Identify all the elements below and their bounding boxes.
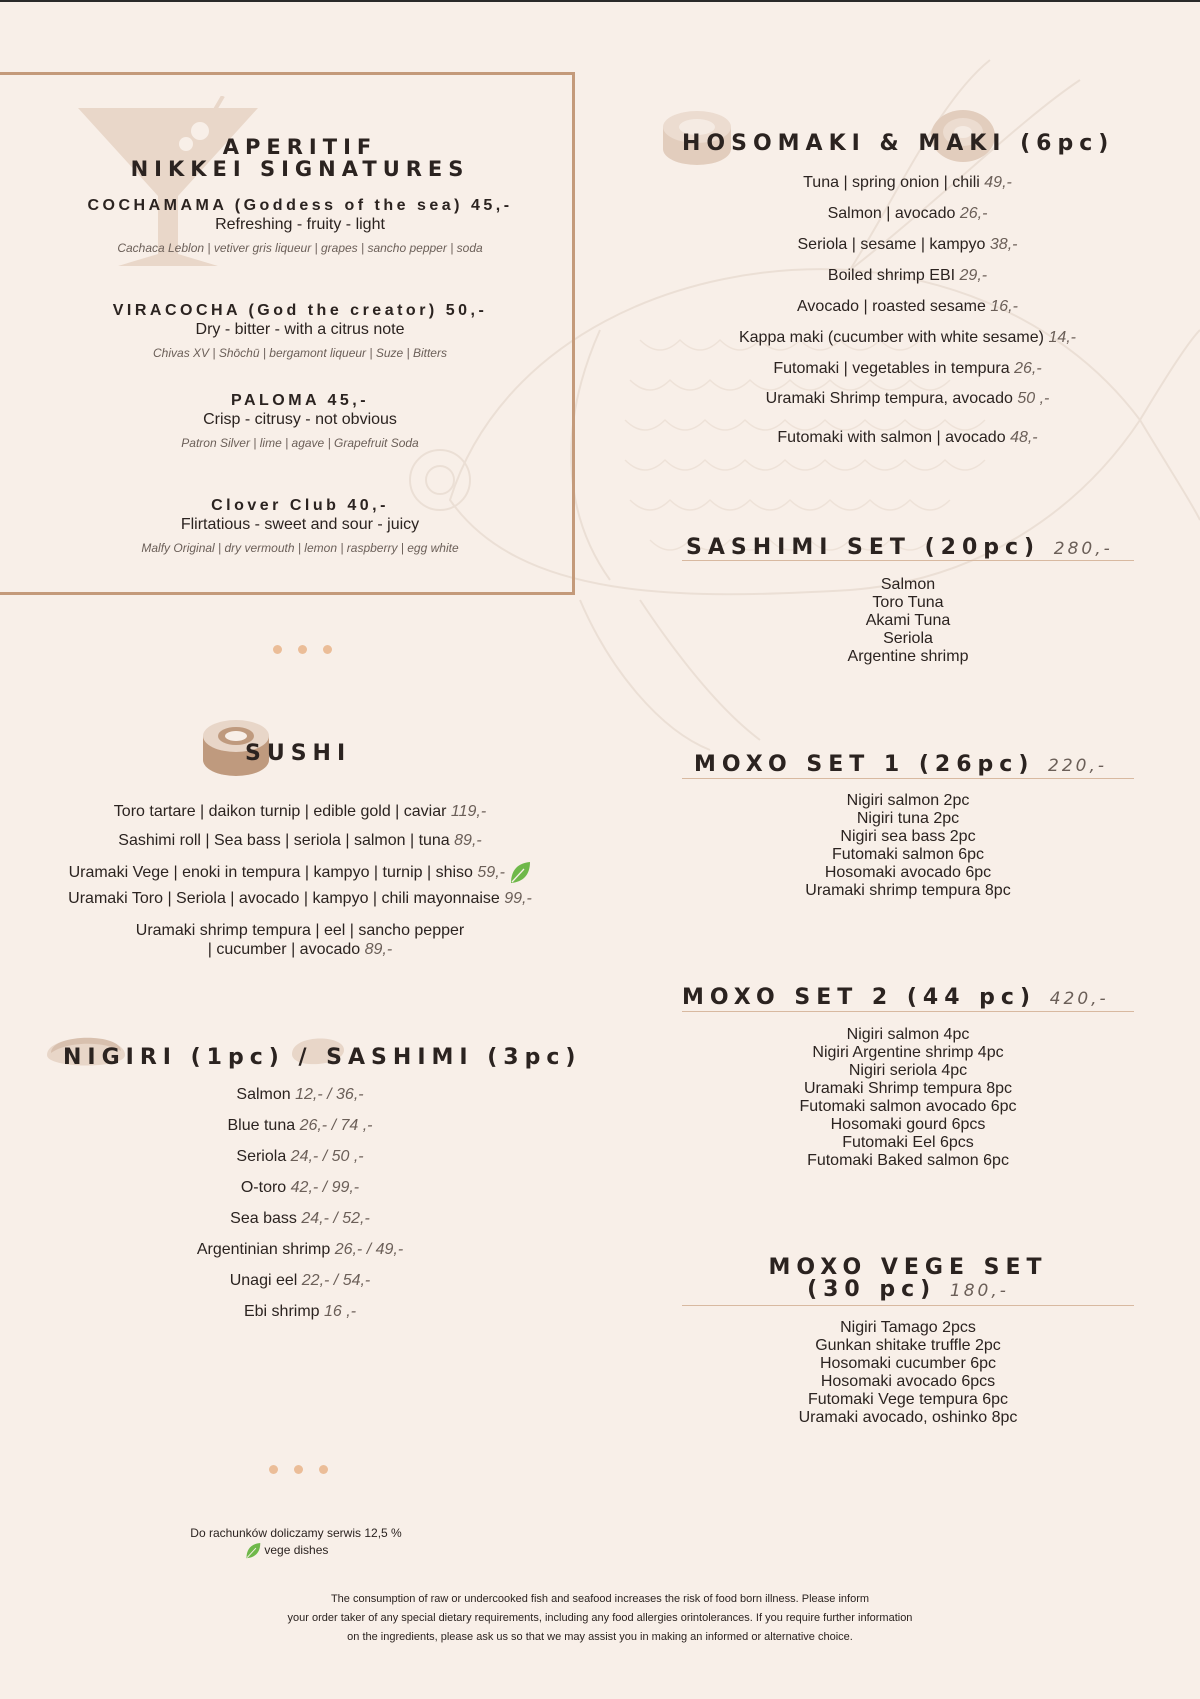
vege-leaf-icon [245, 1542, 261, 1560]
set-item: Futomaki Baked salmon 6pc [807, 1152, 1009, 1169]
set-item: Futomaki salmon avocado 6pc [799, 1098, 1017, 1115]
cocktail-description: Refreshing - fruity - light [215, 216, 385, 233]
menu-item [660, 236, 1155, 267]
item-price: 89,- [364, 941, 393, 958]
sushi-list [0, 803, 600, 960]
menu-item [0, 1179, 600, 1210]
hosomaki-section-title: HOSOMAKI & MAKI (6pc) [682, 131, 1115, 156]
item-price: 26,- [959, 205, 988, 222]
separator-dots [269, 1465, 328, 1474]
set-item: Hosomaki gourd 6pcs [830, 1116, 986, 1133]
item-price: 14,- [1048, 329, 1077, 346]
menu-item [0, 1241, 600, 1272]
moxo-set1-title [694, 752, 1107, 777]
moxo-vege-subtitle [682, 1277, 1134, 1302]
item-price: 119,- [450, 803, 487, 820]
item-name: Ebi shrimp [243, 1303, 320, 1320]
cocktail-ingredients: Malfy Original | dry vermouth | lemon | raspberry | egg white [141, 541, 459, 555]
item-price: 49,- [984, 174, 1012, 191]
vege-legend [245, 1542, 328, 1560]
hosomaki-list [660, 174, 1155, 460]
menu-item [0, 922, 600, 941]
set-name: MOXO SET 2 (44 pc) [682, 985, 1037, 1010]
menu-item [660, 174, 1155, 205]
item-name: Seriola | sesame | kampyo [797, 236, 986, 253]
cocktail-item [0, 392, 600, 450]
item-name: Seriola [236, 1148, 287, 1165]
menu-item [660, 390, 1155, 429]
divider-line [682, 1011, 1134, 1012]
set-item: Uramaki Shrimp tempura 8pc [803, 1080, 1013, 1097]
item-price: 16,- [990, 298, 1018, 315]
set-item: Hosomaki avocado 6pcs [820, 1373, 996, 1390]
set-item: Nigiri seriola 4pc [848, 1062, 968, 1079]
set-item: Nigiri tuna 2pc [856, 810, 960, 827]
menu-item [0, 890, 600, 922]
sashimi-set-list [682, 576, 1134, 666]
sashimi-set-title [686, 535, 1113, 560]
cocktail-name: PALOMA 45,- [230, 392, 370, 409]
set-item: Uramaki shrimp tempura 8pc [805, 882, 1011, 899]
set-item: Gunkan shitake truffle 2pc [815, 1337, 1001, 1354]
menu-item [0, 832, 600, 861]
menu-item [0, 1117, 600, 1148]
cocktail-ingredients: Patron Silver | lime | agave | Grapefruit Soda [181, 436, 419, 450]
item-price: 26,- [1014, 360, 1042, 377]
item-name: Blue tuna [227, 1117, 296, 1134]
item-price: 42,- / 99,- [290, 1179, 360, 1196]
item-name: Salmon | avocado [827, 205, 956, 222]
set-item: Futomaki Vege tempura 6pc [807, 1391, 1009, 1408]
menu-item [660, 429, 1155, 460]
disclaimer-line: your order taker of any special dietary requirements, including any food allergies orintolerances. If you require further information [287, 1612, 913, 1624]
top-border-line [0, 0, 1200, 2]
cocktail-description: Dry - bitter - with a citrus note [195, 321, 405, 338]
item-price: 50 ,- [1017, 390, 1050, 407]
separator-dots [273, 645, 332, 654]
menu-item [0, 1086, 600, 1117]
cocktail-ingredients: Chivas XV | Shōchū | bergamont liqueur | Suze | Bitters [153, 346, 447, 360]
item-name: Futomaki with salmon | avocado [777, 429, 1006, 446]
cocktail-item [0, 302, 600, 360]
menu-item [0, 1210, 600, 1241]
set-item: Nigiri salmon 4pc [846, 1026, 970, 1043]
cocktail-item [0, 497, 600, 555]
set-item: Argentine shrimp [847, 648, 969, 665]
item-name: Tuna | spring onion | chili [803, 174, 980, 191]
item-name: Futomaki | vegetables in tempura [773, 360, 1010, 377]
item-price: 24,- / 50 ,- [290, 1148, 364, 1165]
aperitif-title: APERITIF [222, 135, 378, 159]
menu-item [0, 1272, 600, 1303]
cocktail-item [0, 197, 600, 255]
item-price: 22,- / 54,- [301, 1272, 371, 1289]
set-item: Futomaki Eel 6pcs [842, 1134, 974, 1151]
item-name: | cucumber | avocado [207, 941, 361, 958]
item-name: Toro tartare | daikon turnip | edible gold | caviar [113, 803, 447, 820]
set-item: Uramaki avocado, oshinko 8pc [798, 1409, 1018, 1426]
set-price: 420,- [1049, 989, 1109, 1009]
cocktail-name: COCHAMAMA (Goddess of the sea) 45,- [87, 197, 513, 214]
menu-item [0, 861, 600, 890]
cocktail-ingredients: Cachaca Leblon | vetiver gris liqueur | grapes | sancho pepper | soda [117, 241, 483, 255]
item-name: Uramaki Vege | enoki in tempura | kampyo | turnip | shiso [68, 864, 473, 882]
aperitif-subtitle: NIKKEI SIGNATURES [130, 157, 470, 181]
item-price: 26,- / 74 ,- [299, 1117, 373, 1134]
set-item: Hosomaki cucumber 6pc [819, 1355, 997, 1372]
item-name: Unagi eel [229, 1272, 298, 1289]
moxo-set2-list [682, 1026, 1134, 1170]
set-name: SASHIMI SET (20pc) [686, 535, 1041, 560]
set-count: (30 pc) [807, 1277, 937, 1302]
vege-leaf-icon [509, 861, 531, 885]
vege-legend-label: vege dishes [264, 1543, 329, 1558]
set-item: Hosomaki avocado 6pc [824, 864, 992, 881]
set-item: Nigiri salmon 2pc [846, 792, 970, 809]
moxo-vege-list [682, 1319, 1134, 1427]
item-name: Argentinian shrimp [196, 1241, 331, 1258]
set-price: 180,- [949, 1281, 1009, 1301]
menu-item [0, 1303, 600, 1334]
item-name: O-toro [240, 1179, 287, 1196]
item-name: Kappa maki (cucumber with white sesame) [738, 329, 1044, 346]
item-price: 16 ,- [324, 1303, 357, 1320]
divider-line [682, 560, 1134, 561]
set-item: Nigiri Argentine shrimp 4pc [812, 1044, 1004, 1061]
moxo-vege-title: MOXO VEGE SET [768, 1255, 1048, 1280]
item-price: 12,- / 36,- [295, 1086, 364, 1103]
set-item: Toro Tuna [872, 594, 944, 611]
set-item: Akami Tuna [865, 612, 951, 629]
menu-item [660, 205, 1155, 236]
nigiri-list [0, 1086, 600, 1334]
item-name: Sashimi roll | Sea bass | seriola | salmon | tuna [118, 832, 450, 849]
cocktail-name: Clover Club 40,- [211, 497, 389, 514]
menu-item [660, 298, 1155, 329]
menu-item [660, 329, 1155, 360]
set-item: Futomaki salmon 6pc [831, 846, 985, 863]
moxo-set2-title [682, 985, 1109, 1010]
set-name: MOXO SET 1 (26pc) [694, 752, 1035, 777]
item-price: 24,- / 52,- [301, 1210, 370, 1227]
menu-item [660, 360, 1155, 390]
cocktail-description: Flirtatious - sweet and sour - juicy [180, 516, 420, 533]
item-price: 48,- [1010, 429, 1038, 446]
item-name: Avocado | roasted sesame [797, 298, 986, 315]
set-item: Nigiri Tamago 2pcs [840, 1319, 976, 1336]
nigiri-section-title: NIGIRI (1pc) / SASHIMI (3pc) [63, 1045, 582, 1070]
set-item: Seriola [883, 630, 933, 647]
sushi-section-title: SUSHI [245, 741, 352, 766]
item-name: Uramaki Toro | Seriola | avocado | kampyo | chili mayonnaise [68, 890, 500, 907]
item-price: 59,- [477, 864, 505, 882]
cocktail-name: VIRACOCHA (God the creator) 50,- [112, 302, 488, 319]
set-item: Salmon [880, 576, 936, 593]
set-price: 220,- [1048, 756, 1108, 776]
disclaimer-line: on the ingredients, please ask us so that we may assist you in making an informed or alternative choice. [347, 1631, 853, 1643]
item-price: 38,- [989, 236, 1018, 253]
item-name: Uramaki Shrimp tempura, avocado [765, 390, 1013, 407]
item-name: Boiled shrimp EBI [827, 267, 956, 284]
item-price: 29,- [959, 267, 988, 284]
disclaimer-line: The consumption of raw or undercooked fish and seafood increases the risk of food born illness. Please inform [330, 1593, 870, 1605]
set-price: 280,- [1053, 539, 1113, 559]
item-price: 26,- / 49,- [334, 1241, 404, 1258]
service-charge-note: Do rachunków doliczamy serwis 12,5 % [190, 1526, 402, 1540]
menu-item [0, 1148, 600, 1179]
item-name: Salmon [236, 1086, 291, 1103]
item-name: Sea bass [230, 1210, 297, 1227]
menu-item [0, 803, 600, 832]
item-price: 99,- [504, 890, 532, 907]
moxo-set1-list [682, 792, 1134, 900]
item-price: 89,- [454, 832, 482, 849]
set-item: Nigiri sea bass 2pc [840, 828, 976, 845]
menu-item-continued [0, 941, 600, 960]
divider-line [682, 778, 1134, 779]
item-name: Uramaki shrimp tempura | eel | sancho pepper [135, 922, 465, 939]
divider-line [682, 1305, 1134, 1306]
menu-item [660, 267, 1155, 298]
cocktail-description: Crisp - citrusy - not obvious [203, 411, 397, 428]
